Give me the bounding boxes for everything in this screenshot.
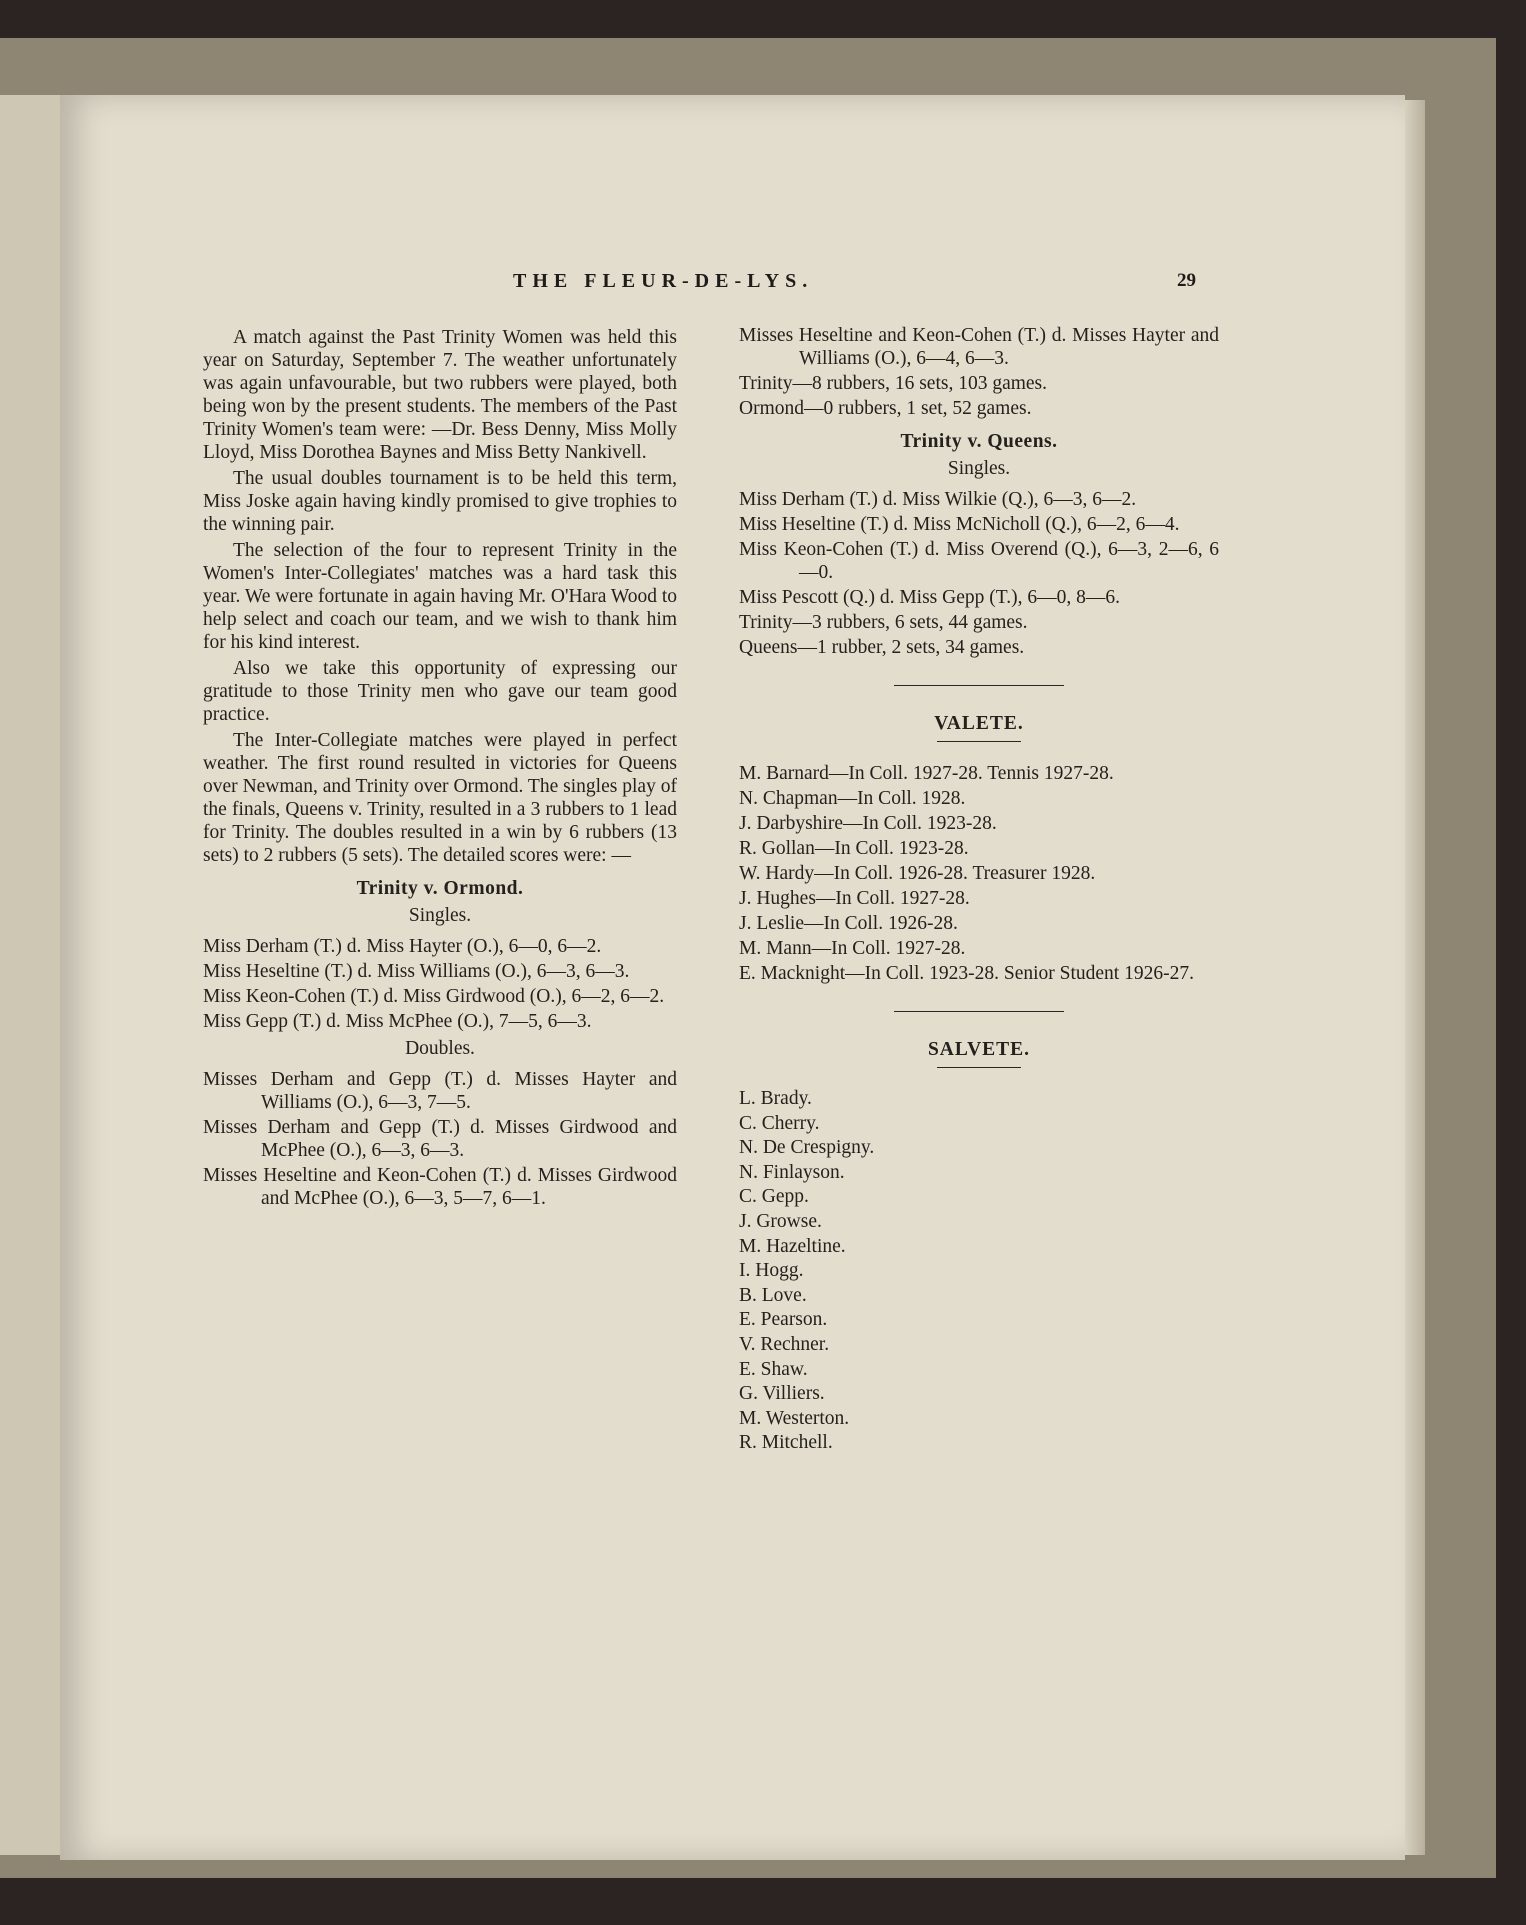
paragraph: The selection of the four to represent Trinity in the Women's Inter-Collegiates' matches was a hard task this year. We were fortunate in again having Mr. O'Hara Wood to help select and coach our team, and we wish to thank him for his kind interest. [203, 540, 678, 653]
paragraph: A match against the Past Trinity Women was held this year on Saturday, September 7. The weather unfortunately was again unfavourable, but two rubbers were played, both being won by the present students. The members of the Past Trinity Women's team were: —Dr. Bess Denny, Miss Molly Lloyd, Miss Dorothea Baynes and Miss Betty Nankivell. [203, 327, 677, 463]
valete-entry: J. Darbyshire—In Coll. 1923-28. [739, 813, 997, 834]
paragraph: The usual doubles tournament is to be held this term, Miss Joske again having kindly promised to give trophies to the winning pair. [203, 468, 677, 535]
salvete-entry: B. Love. [739, 1284, 807, 1306]
page-number: 29 [1177, 270, 1196, 291]
salvete-entry: M. Westerton. [739, 1407, 850, 1429]
paragraph: The Inter-Collegiate matches were played in perfect weather. The first round resulted in victories for Queens over Newman, and Trinity over Ormond. The singles play of the finals, Queens v. Trinity, resulted in a 3 rubbers to 1 lead for Trinity. The doubles resulted in a win by 6 rubbers (13 sets) to 2 rubbers (5 sets). The detailed scores were: — [203, 730, 677, 866]
right-column [739, 324, 1219, 1457]
valete-entry: M. Mann—In Coll. 1927-28. [739, 938, 966, 959]
totals-line: Queens—1 rubber, 2 sets, 34 games. [739, 637, 1025, 658]
heading-underline [937, 1067, 1021, 1068]
salvete-entry: E. Pearson. [739, 1309, 828, 1331]
valete-entry: W. Hardy—In Coll. 1926-28. Treasurer 1928. [739, 863, 1096, 884]
salvete-entry: R. Mitchell. [739, 1432, 833, 1454]
totals-line: Trinity—3 rubbers, 6 sets, 44 games. [739, 612, 1028, 633]
valete-entry: E. Macknight—In Coll. 1923-28. Senior Student 1926-27. [739, 963, 1194, 984]
score-entry: Miss Heseltine (T.) d. Miss Williams (O.), 6—3, 6—3. [203, 961, 630, 982]
score-entry: Miss Pescott (Q.) d. Miss Gepp (T.), 6—0, 8—6. [739, 587, 1120, 608]
salvete-entry: M. Hazeltine. [739, 1235, 846, 1257]
salvete-entry: L. Brady. [739, 1088, 812, 1109]
match-heading: Trinity v. Queens. [900, 431, 1058, 452]
valete-entry: J. Leslie—In Coll. 1926-28. [739, 913, 958, 934]
page-title: THE FLEUR-DE-LYS. [513, 270, 814, 292]
score-entry: Miss Derham (T.) d. Miss Hayter (O.), 6—0, 6—2. [203, 936, 602, 957]
score-entry: Misses Derham and Gepp (T.) d. Misses Girdwood and McPhee (O.), 6—3, 6—3. [203, 1117, 677, 1161]
salvete-entry: V. Rechner. [739, 1333, 830, 1355]
salvete-entry: N. Finlayson. [739, 1161, 845, 1183]
section-divider [894, 685, 1064, 686]
salvete-entry: J. Growse. [739, 1210, 822, 1232]
section-divider [894, 1011, 1064, 1012]
score-entry: Misses Heseltine and Keon-Cohen (T.) d. Misses Girdwood and McPhee (O.), 6—3, 5—7, 6—1. [203, 1165, 677, 1209]
score-entry: Miss Gepp (T.) d. Miss McPhee (O.), 7—5, 6—3. [203, 1011, 592, 1032]
totals-line: Trinity—8 rubbers, 16 sets, 103 games. [739, 373, 1048, 394]
score-entry: Miss Heseltine (T.) d. Miss McNicholl (Q.), 6—2, 6—4. [739, 514, 1180, 535]
score-entry: Miss Derham (T.) d. Miss Wilkie (Q.), 6—3, 6—2. [739, 489, 1137, 510]
totals-line: Ormond—0 rubbers, 1 set, 52 games. [739, 398, 1032, 419]
score-entry: Miss Keon-Cohen (T.) d. Miss Overend (Q.), 6—3, 2—6, 6—0. [739, 539, 1219, 583]
doubles-label: Doubles. [405, 1038, 475, 1059]
valete-heading: VALETE. [934, 713, 1024, 734]
salvete-entry: I. Hogg. [739, 1260, 804, 1282]
valete-entry: M. Barnard—In Coll. 1927-28. Tennis 1927-28. [739, 763, 1114, 784]
salvete-entry: C. Gepp. [739, 1186, 809, 1208]
salvete-entry: E. Shaw. [739, 1358, 808, 1380]
salvete-heading: SALVETE. [927, 1039, 1031, 1060]
valete-entry: N. Chapman—In Coll. 1928. [739, 788, 966, 809]
salvete-entry: G. Villiers. [739, 1383, 825, 1405]
valete-entry: J. Hughes—In Coll. 1927-28. [739, 888, 970, 909]
match-heading: Trinity v. Ormond. [356, 878, 524, 899]
valete-entry: R. Gollan—In Coll. 1923-28. [739, 838, 969, 859]
salvete-entry: N. De Crespigny. [739, 1137, 875, 1159]
running-header [0, 270, 1526, 294]
facing-page-edge [0, 95, 60, 1855]
left-column [203, 326, 677, 1212]
score-entry: Miss Keon-Cohen (T.) d. Miss Girdwood (O.), 6—2, 6—2. [203, 986, 665, 1007]
score-entry: Misses Heseltine and Keon-Cohen (T.) d. Misses Hayter and Williams (O.), 6—4, 6—3. [739, 325, 1219, 369]
singles-label: Singles. [947, 458, 1011, 479]
singles-label: Singles. [408, 905, 472, 926]
heading-underline [937, 741, 1021, 742]
salvete-entry: C. Cherry. [739, 1112, 820, 1134]
page-stack-edge [1405, 100, 1425, 1855]
paragraph: Also we take this opportunity of expressing our gratitude to those Trinity men who gave our team good practice. [203, 658, 677, 725]
score-entry: Misses Derham and Gepp (T.) d. Misses Hayter and Williams (O.), 6—3, 7—5. [203, 1069, 677, 1113]
